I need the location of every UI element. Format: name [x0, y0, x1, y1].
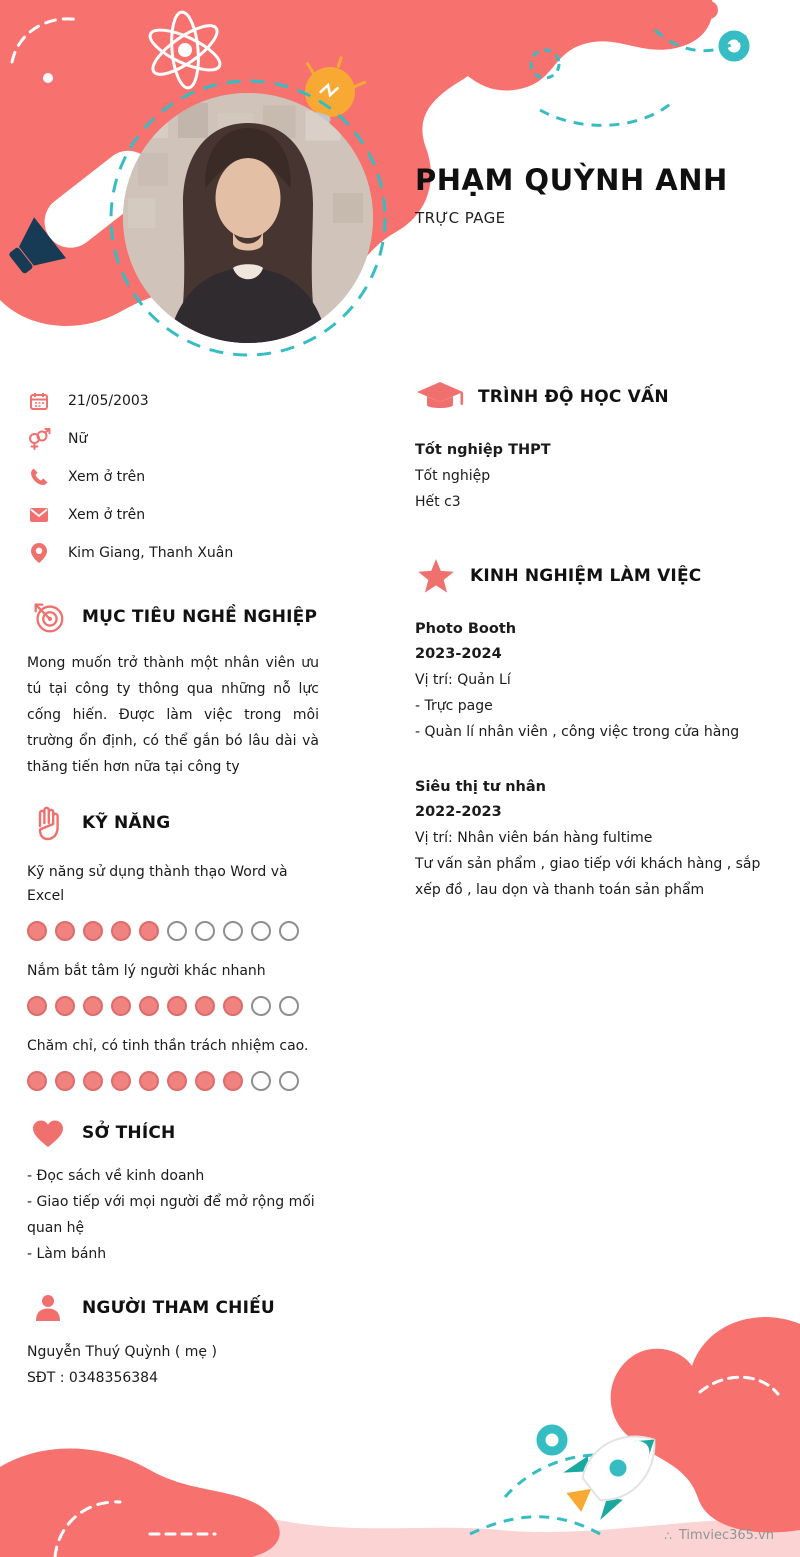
skill-dot [223, 996, 243, 1016]
skill-dot [223, 1071, 243, 1091]
name-block [415, 163, 787, 227]
skill-dot [167, 921, 187, 941]
experience-period: 2023-2024 [415, 646, 502, 662]
education-entry [415, 438, 783, 515]
skill-dot [55, 1071, 75, 1091]
donut-circle-icon [723, 35, 745, 57]
calendar-icon [27, 391, 51, 411]
birthday-text: 21/05/2003 [68, 393, 149, 409]
donut-circle-icon [541, 1429, 563, 1451]
info-row-email [27, 496, 319, 534]
phone-icon [27, 467, 51, 487]
skill-label: Kỹ năng sử dụng thành thạo Word và Excel [27, 864, 288, 904]
gender-icon [27, 428, 51, 450]
info-row-phone [27, 458, 319, 496]
skill-dot [111, 996, 131, 1016]
skill-dot [139, 996, 159, 1016]
email-text: Xem ở trên [68, 507, 146, 523]
skill-item [27, 1034, 319, 1091]
heart-icon [27, 1117, 69, 1149]
info-row-gender [27, 420, 319, 458]
gender-text: Nữ [68, 431, 88, 447]
hobby-item: - Giao tiếp với mọi người để mở rộng mối quan hệ [27, 1194, 315, 1236]
profile-photo-image [123, 93, 373, 343]
skill-dot [55, 921, 75, 941]
experience-company: Photo Booth [415, 621, 517, 637]
info-row-address [27, 534, 319, 572]
skill-dot [223, 921, 243, 941]
reference-phone: SĐT : 0348356384 [27, 1370, 158, 1386]
experience-entry [415, 617, 783, 745]
skill-dot [27, 996, 47, 1016]
hobby-item: - Đọc sách về kinh doanh [27, 1168, 205, 1184]
education-line: Tốt nghiệp [415, 468, 491, 484]
section-skills [27, 804, 319, 1091]
watermark [664, 1528, 774, 1543]
skill-dot [139, 1071, 159, 1091]
candidate-title: TRỰC PAGE [415, 209, 506, 227]
skill-dot [55, 996, 75, 1016]
hand-icon [27, 804, 69, 842]
section-hobbies [27, 1117, 319, 1267]
skill-dot [279, 996, 299, 1016]
skill-item [27, 959, 319, 1016]
objective-title: MỤC TIÊU NGHỀ NGHIỆP [82, 607, 318, 627]
skill-dot [195, 921, 215, 941]
skill-dot [279, 921, 299, 941]
skill-dot [27, 1071, 47, 1091]
left-column [27, 382, 319, 1391]
phone-text: Xem ở trên [68, 469, 146, 485]
experience-line: Vị trí: Nhân viên bán hàng fultime [415, 830, 653, 846]
footer-decoration [0, 1272, 800, 1557]
experience-line: Vị trí: Quản Lí [415, 672, 511, 688]
objective-text: Mong muốn trở thành một nhân viên ưu tú tại công ty thông qua những nỗ lực cống hiến. Được làm việc trong môi trường ổn định, có thể gắn bó lâu dài và thăng tiến hơn nữa tại công ty [27, 655, 319, 775]
education-line: Hết c3 [415, 494, 461, 510]
star-icon [415, 559, 457, 593]
skill-label: Chăm chỉ, có tinh thần trách nhiệm cao. [27, 1038, 309, 1054]
skill-rating [27, 996, 319, 1016]
brand-text: Timviec365.vn [678, 1528, 774, 1543]
experience-line: - Trực page [415, 698, 493, 714]
education-degree: Tốt nghiệp THPT [415, 442, 551, 458]
skill-label: Nắm bắt tâm lý người khác nhanh [27, 963, 266, 979]
experience-line: Tư vấn sản phẩm , giao tiếp với khách hàng , sắp xếp đồ , lau dọn và thanh toán sản phẩm [415, 856, 761, 898]
hobbies-title: SỞ THÍCH [82, 1123, 176, 1143]
right-column [415, 380, 783, 903]
graduation-cap-icon [415, 380, 465, 414]
candidate-name: PHẠM QUỲNH ANH [415, 163, 728, 197]
skill-dot [167, 1071, 187, 1091]
skills-title: KỸ NĂNG [82, 813, 171, 833]
experience-period: 2022-2023 [415, 804, 502, 820]
skill-item [27, 860, 319, 941]
experience-line: - Quàn lí nhân viên , công việc trong cửa hàng [415, 724, 740, 740]
address-text: Kim Giang, Thanh Xuân [68, 545, 234, 561]
objective-heading [27, 598, 319, 636]
education-heading [415, 380, 783, 414]
skill-dot [195, 1071, 215, 1091]
hobby-list [27, 1163, 319, 1267]
skill-dot [251, 1071, 271, 1091]
profile-photo [123, 93, 373, 343]
location-icon [27, 542, 51, 564]
experience-title: KINH NGHIỆM LÀM VIỆC [470, 566, 702, 586]
experience-company: Siêu thị tư nhân [415, 779, 546, 795]
skill-dot [251, 921, 271, 941]
references-title: NGƯỜI THAM CHIẾU [82, 1298, 275, 1318]
reference-name: Nguyễn Thuý Quỳnh ( mẹ ) [27, 1344, 217, 1360]
email-icon [27, 505, 51, 525]
skill-dot [279, 1071, 299, 1091]
hobby-item: - Làm bánh [27, 1246, 107, 1262]
info-row-birthday [27, 382, 319, 420]
section-experience [415, 559, 783, 903]
skill-dot [83, 996, 103, 1016]
target-icon [27, 598, 69, 636]
skills-heading [27, 804, 319, 842]
experience-heading [415, 559, 783, 593]
skill-dot [139, 921, 159, 941]
hobbies-heading [27, 1117, 319, 1149]
skill-dot [83, 1071, 103, 1091]
section-objective [27, 598, 319, 780]
skill-dot [195, 996, 215, 1016]
skill-rating [27, 921, 319, 941]
experience-entry [415, 775, 783, 903]
skill-dot [111, 921, 131, 941]
skill-dot [167, 996, 187, 1016]
education-title: TRÌNH ĐỘ HỌC VẤN [478, 387, 669, 407]
brand-dots-icon: ∴ [664, 1528, 672, 1543]
personal-info-list [27, 382, 319, 572]
section-education [415, 380, 783, 515]
skill-rating [27, 1071, 319, 1091]
skill-dot [111, 1071, 131, 1091]
skill-dot [83, 921, 103, 941]
skill-dot [251, 996, 271, 1016]
skill-dot [27, 921, 47, 941]
